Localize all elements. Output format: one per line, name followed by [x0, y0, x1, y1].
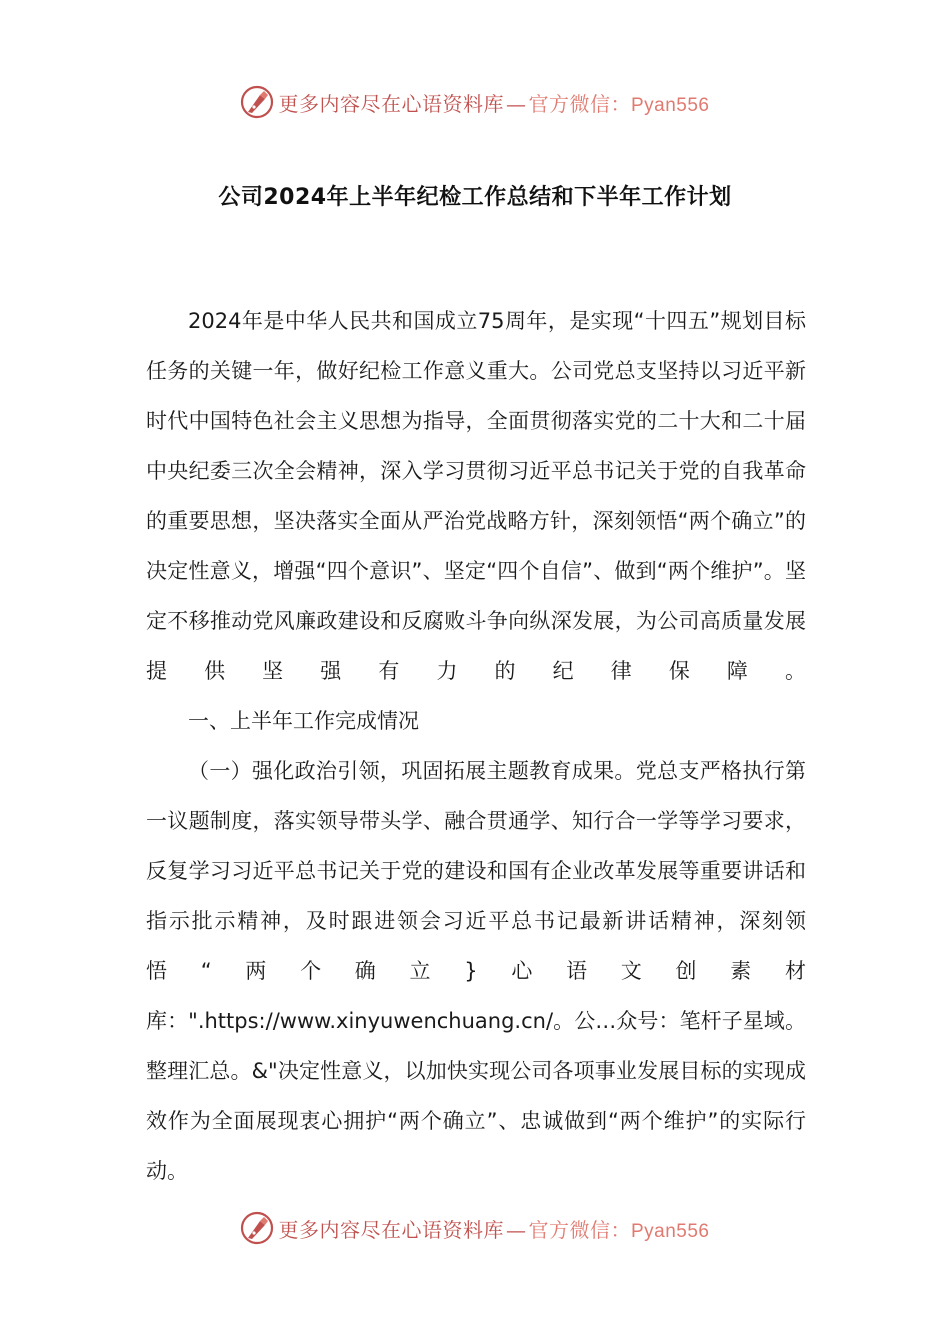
document-body	[146, 296, 806, 1196]
banner-wechat-id: Pyan556	[630, 1220, 710, 1242]
banner-separator: —	[505, 91, 527, 116]
pen-nib-logo-icon	[240, 85, 274, 119]
banner-wechat-label: 官方微信：	[528, 91, 631, 116]
banner-wechat-id: Pyan556	[630, 94, 710, 116]
section-heading: 一、上半年工作完成情况	[188, 709, 419, 733]
banner-text	[278, 1214, 709, 1243]
banner-wechat-label: 官方微信：	[528, 1217, 631, 1242]
banner-text	[278, 88, 709, 117]
footer-banner	[0, 1208, 950, 1248]
banner-separator: —	[505, 1217, 527, 1242]
paragraph-intro: 2024年是中华人民共和国成立75周年，是实现“十四五”规划目标任务的关键一年，做好纪检工作意义重大。公司党总支坚持以习近平新时代中国特色社会主义思想为指导，全面贯彻落实党的二十大和二十届中央纪委三次全会精神，深入学习贯彻习近平总书记关于党的自我革命的重要思想，坚决落实全面从严治党战略方针，深刻领悟“两个确立”的决定性意义，增强“四个意识”、坚定“四个自信”、做到“两个维护”。坚定不移推动党风廉政建设和反腐败斗争向纵深发展，为公司高质量发展提供坚强有力的纪律保障。	[146, 309, 806, 683]
document-title: 公司2024年上半年纪检工作总结和下半年工作计划	[218, 185, 732, 210]
banner-main: 更多内容尽在心语资料库	[278, 1217, 504, 1242]
paragraph-section-1: （一）强化政治引领，巩固拓展主题教育成果。党总支严格执行第一议题制度，落实领导带头学、融合贯通学、知行合一学等学习要求，反复学习习近平总书记关于党的建设和国有企业改革发展等重要讲话和指示批示精神，及时跟进领会习近平总书记最新讲话精神，深刻领悟“两个确立}心语文创素材库：".https://www.xinyuwenchuang.cn/。公…众号：笔杆子星域。整理汇总。&"决定性意义，以加快实现公司各项事业发展目标的实现成效作为全面展现衷心拥护“两个确立”、忠诚做到“两个维护”的实际行动。	[146, 759, 806, 1183]
header-banner	[0, 82, 950, 122]
pen-nib-logo-icon	[240, 1211, 274, 1245]
banner-main: 更多内容尽在心语资料库	[278, 91, 504, 116]
